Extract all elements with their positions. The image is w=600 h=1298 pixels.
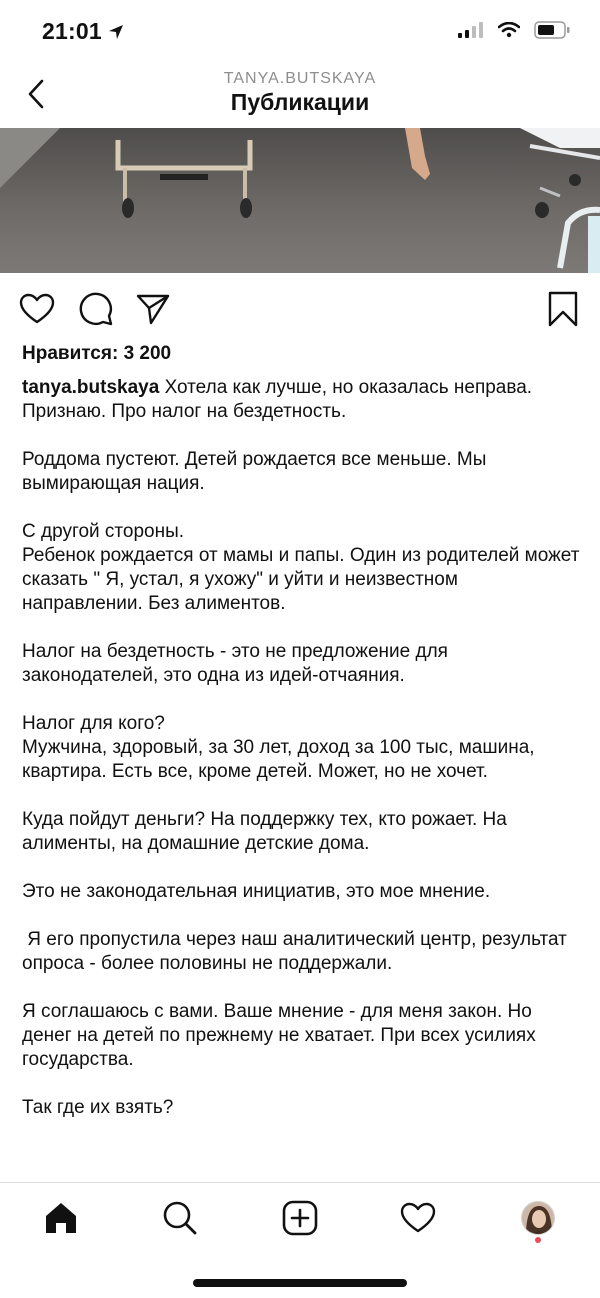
nav-header — [0, 64, 600, 128]
caption-paragraph: Налог для кого? — [22, 713, 165, 734]
caption-paragraph: Мужчина, здоровый, за 30 лет, доход за 100 тыс, машина, квартира. Есть все, кроме детей. Может, но не хочет. — [22, 737, 540, 782]
home-indicator — [193, 1279, 407, 1287]
tab-search[interactable] — [150, 1193, 210, 1243]
caption-first-paragraph — [22, 376, 582, 424]
signal-icon — [458, 22, 484, 38]
add-post-icon — [282, 1200, 318, 1236]
caption-text: Хотела как лучше, но оказалась неправа. Признаю. Про налог на бездетность. — [22, 377, 543, 422]
caption-paragraph: Ребенок рождается от мамы и папы. Один из родителей может сказать " Я, устал, я ухожу" и уйти и неизвестном направлении. Без алиментов. — [22, 545, 585, 614]
location-arrow-icon — [108, 24, 124, 40]
post-caption — [22, 376, 585, 1144]
heart-icon — [19, 293, 55, 325]
avatar-art — [522, 1202, 555, 1235]
caption-paragraph: Я его пропустила через наш аналитический центр, результат опроса - более половины не поддержали. — [22, 929, 573, 974]
tab-home[interactable] — [31, 1193, 91, 1243]
profile-avatar — [521, 1201, 555, 1235]
post-photo-art — [0, 128, 600, 273]
caption-paragraph: Я соглашаюсь с вами. Ваше мнение - для меня закон. Но денег на детей по прежнему не хватает. При всех усилиях государства. — [22, 1001, 542, 1070]
comment-button[interactable] — [76, 289, 116, 329]
save-button[interactable] — [543, 289, 583, 329]
search-icon — [162, 1200, 198, 1236]
caption-paragraph: С другой стороны. — [22, 521, 185, 542]
status-icons — [458, 21, 570, 39]
caption-paragraph: Налог на бездетность - это не предложение для законодателей, это одна из идей-отчаяния. — [22, 641, 454, 686]
share-icon — [136, 293, 170, 325]
comment-icon — [79, 292, 113, 326]
bottom-tab-bar — [0, 1182, 600, 1298]
caption-paragraph: Это не законодательная инициатив, это мое мнение. — [22, 881, 491, 902]
tab-activity[interactable] — [388, 1193, 448, 1243]
caption-paragraph: Так где их взять? — [22, 1097, 174, 1118]
status-time — [42, 18, 124, 45]
activity-heart-icon — [400, 1202, 436, 1234]
caption-paragraph: Куда пойдут деньги? На поддержку тех, кто рожает. На алименты, на домашние детские дома. — [22, 809, 513, 854]
post-actions — [0, 285, 600, 333]
likes-count[interactable]: Нравится: 3 200 — [22, 343, 172, 364]
status-bar — [0, 0, 600, 64]
clock: 21:01 — [42, 18, 102, 44]
caption-paragraph: Роддома пустеют. Детей рождается все меньше. Мы вымирающая нация. — [22, 449, 492, 494]
post-photo[interactable] — [0, 128, 600, 273]
page-title: Публикации — [230, 89, 370, 115]
like-button[interactable] — [17, 289, 57, 329]
tab-profile[interactable] — [508, 1193, 568, 1243]
home-icon — [43, 1201, 79, 1235]
battery-icon — [534, 21, 570, 39]
caption-username[interactable]: tanya.butskaya — [22, 377, 160, 398]
wifi-icon — [498, 22, 520, 38]
share-button[interactable] — [133, 289, 173, 329]
tab-new-post[interactable] — [270, 1193, 330, 1243]
header-username[interactable]: TANYA.BUTSKAYA — [223, 70, 377, 87]
notification-dot — [535, 1237, 541, 1243]
bookmark-icon — [548, 291, 578, 327]
